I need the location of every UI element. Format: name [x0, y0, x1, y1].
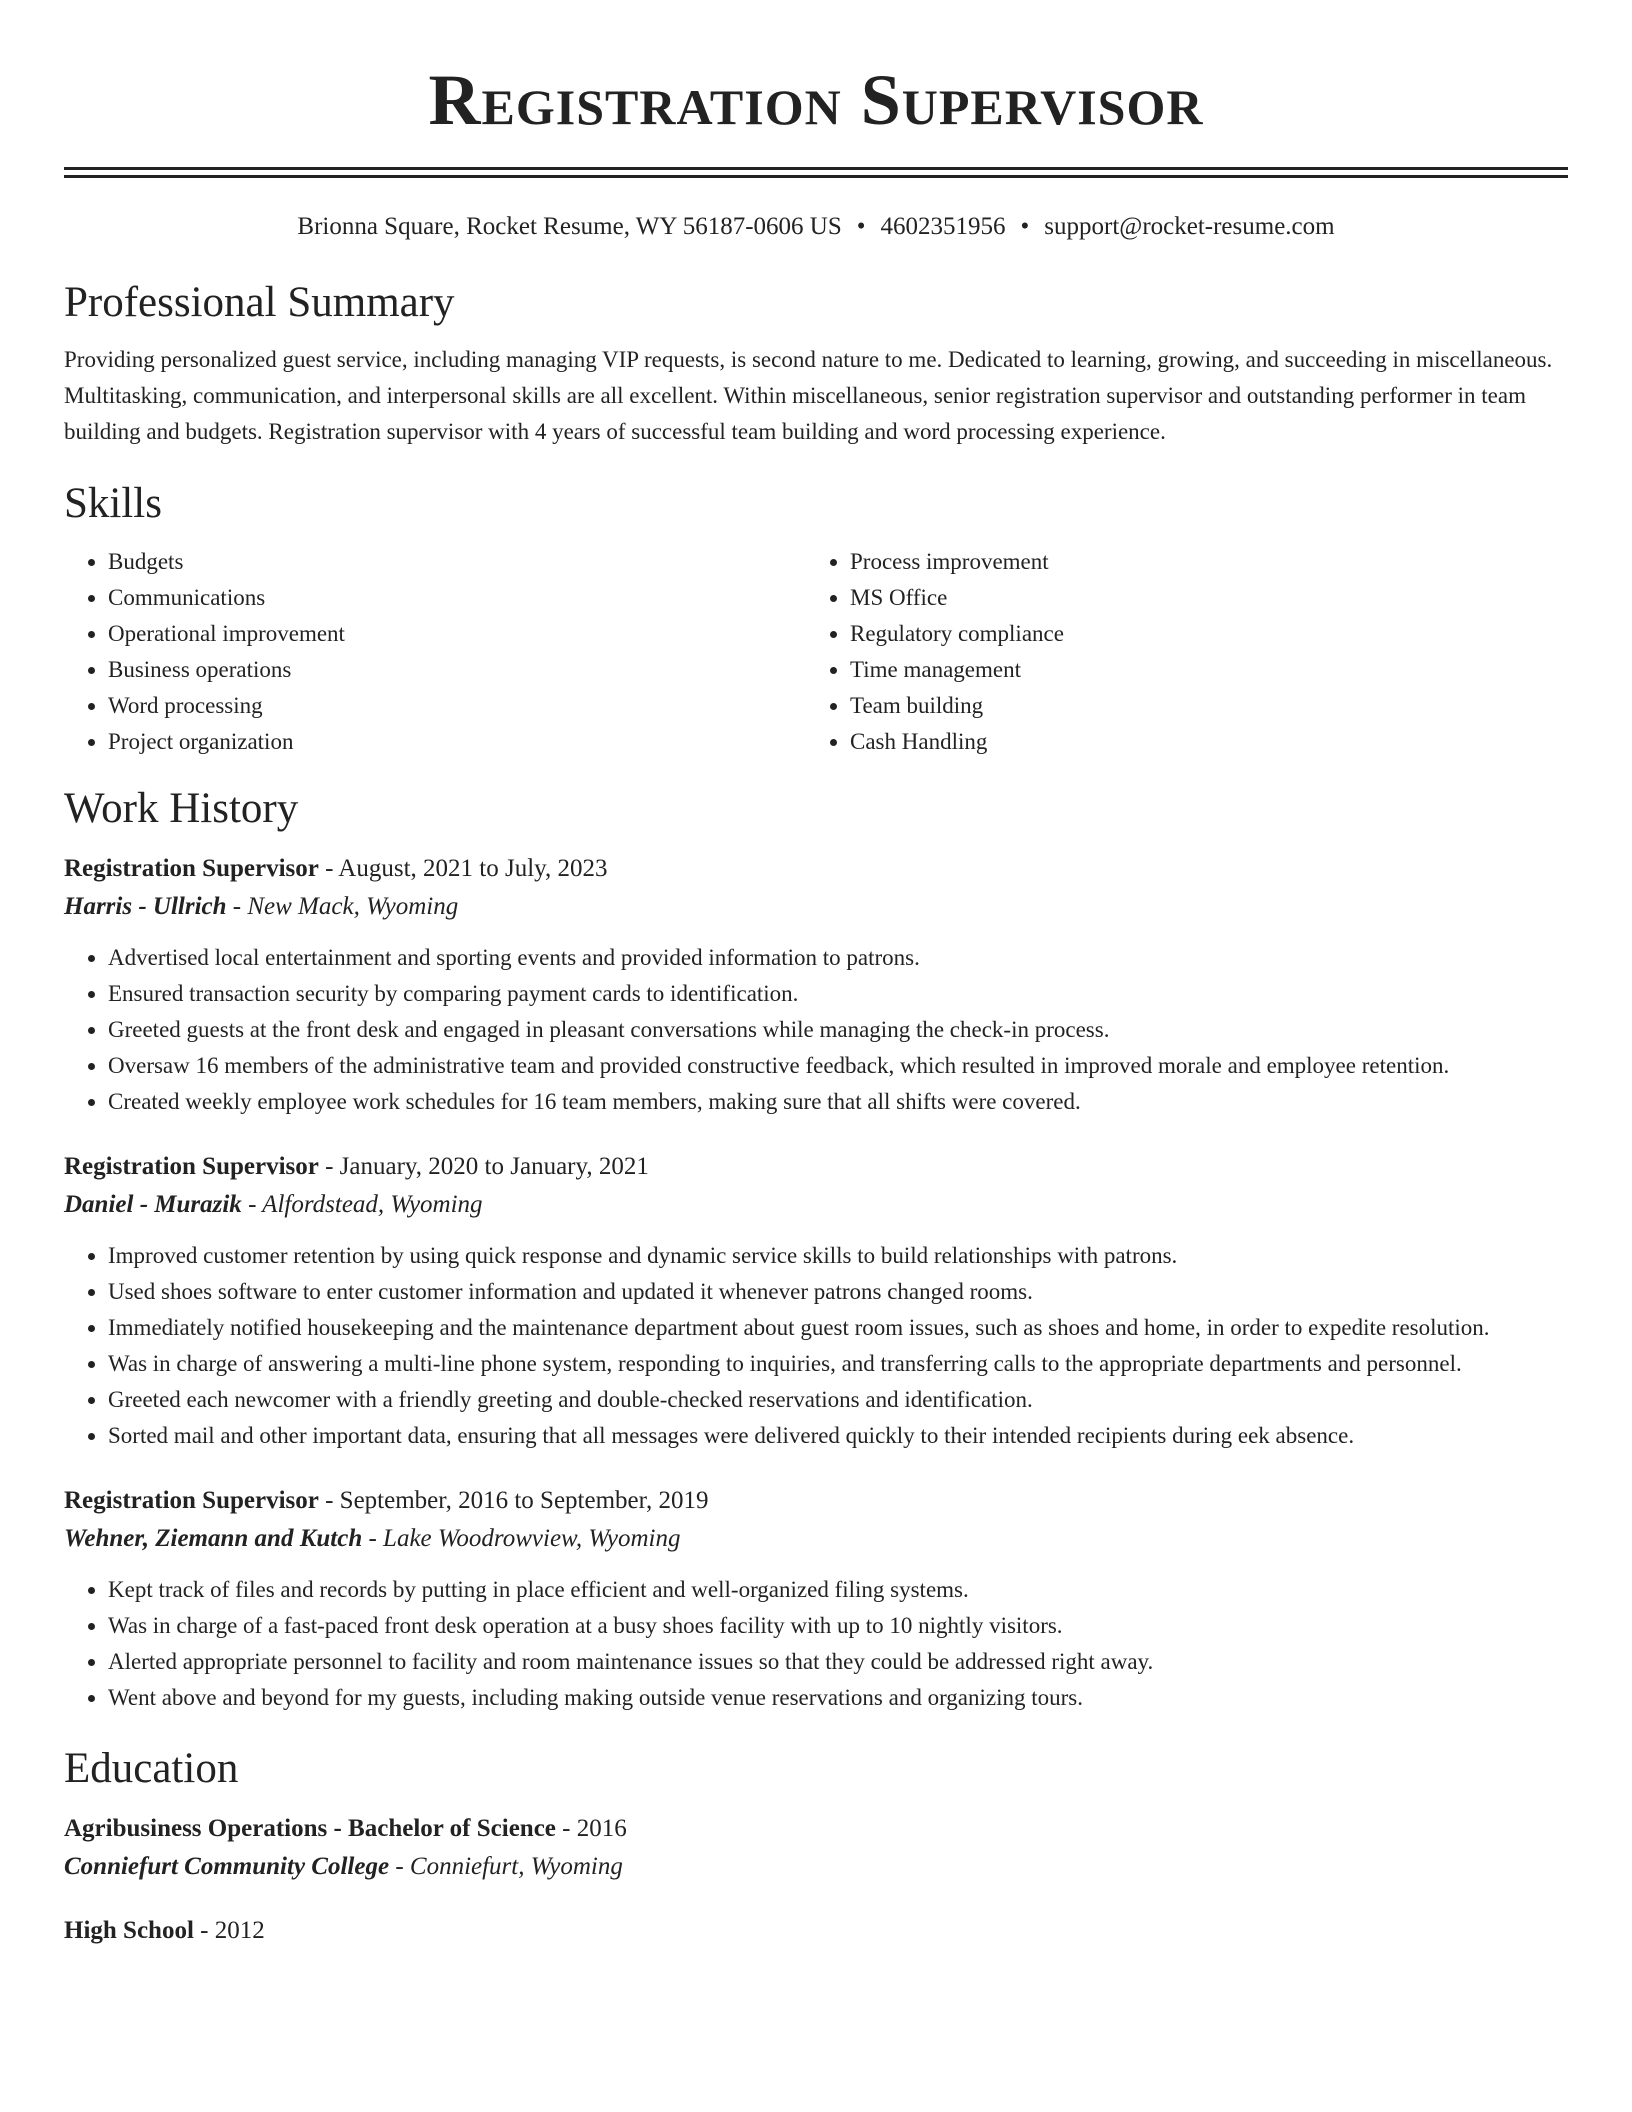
skill-item: • Time management — [850, 652, 1548, 688]
contact-address: Brionna Square, Rocket Resume, WY 56187-0606 US — [297, 213, 842, 240]
job-bullet: • Ensured transaction security by comparing payment cards to identification. — [108, 976, 1568, 1012]
job-bullets — [64, 1572, 1568, 1716]
job-title-line — [64, 1482, 1568, 1520]
job-location: - Alfordstead, Wyoming — [248, 1191, 483, 1218]
education-school-line — [64, 1848, 1568, 1886]
education-year: - 2012 — [200, 1917, 265, 1944]
skill-item: • MS Office — [850, 580, 1548, 616]
job-bullet: • Greeted each newcomer with a friendly greeting and double-checked reservations and identification. — [108, 1382, 1568, 1418]
skill-item: • Process improvement — [850, 544, 1548, 580]
job-entry — [64, 1148, 1568, 1454]
education-year: - 2016 — [562, 1815, 627, 1842]
job-title-line — [64, 1148, 1568, 1186]
job-company: Wehner, Ziemann and Kutch — [64, 1525, 363, 1552]
job-dates: - January, 2020 to January, 2021 — [325, 1153, 649, 1180]
education-degree-line — [64, 1912, 1568, 1950]
job-entry — [64, 1482, 1568, 1716]
education-degree: Agribusiness Operations - Bachelor of Science — [64, 1815, 556, 1842]
contact-separator: • — [856, 213, 866, 240]
job-bullet: • Was in charge of a fast-paced front desk operation at a busy shoes facility with up to 10 nightly visitors. — [108, 1608, 1568, 1644]
job-bullet: • Used shoes software to enter customer information and updated it whenever patrons changed rooms. — [108, 1274, 1568, 1310]
education-location: - Conniefurt, Wyoming — [395, 1853, 623, 1880]
job-bullet: • Kept track of files and records by putting in place efficient and well-organized filing systems. — [108, 1572, 1568, 1608]
education-entry — [64, 1912, 1568, 1950]
education-degree: High School — [64, 1917, 194, 1944]
skills-columns — [64, 544, 1568, 760]
skill-item: • Team building — [850, 688, 1548, 724]
work-history-heading: Work History — [64, 785, 299, 832]
resume-title: Registration Supervisor — [428, 60, 1204, 140]
education-entry — [64, 1810, 1568, 1886]
work-history-section — [64, 782, 1568, 1716]
job-company-line — [64, 1186, 1568, 1224]
job-bullets — [64, 1238, 1568, 1454]
skill-item: • Operational improvement — [108, 616, 806, 652]
skill-item: • Business operations — [108, 652, 806, 688]
job-title-line — [64, 850, 1568, 888]
skill-item: • Project organization — [108, 724, 806, 760]
job-location: - Lake Woodrowview, Wyoming — [368, 1525, 681, 1552]
job-company-line — [64, 1520, 1568, 1558]
skill-item: • Regulatory compliance — [850, 616, 1548, 652]
job-bullet: • Advertised local entertainment and sporting events and provided information to patrons. — [108, 940, 1568, 976]
contact-email[interactable]: support@rocket-resume.com — [1044, 213, 1335, 240]
contact-phone[interactable]: 4602351956 — [880, 213, 1006, 240]
job-bullet: • Sorted mail and other important data, ensuring that all messages were delivered quickly to their intended recipients during eek absence. — [108, 1418, 1568, 1454]
summary-section — [64, 276, 1568, 450]
job-bullet: • Went above and beyond for my guests, including making outside venue reservations and organizing tours. — [108, 1680, 1568, 1716]
summary-text: Providing personalized guest service, including managing VIP requests, is second nature to me. Dedicated to learning, growing, and succeeding in miscellaneous. Multitasking, communication, and interpersonal skills are all excellent. Within miscellaneous, senior registration supervisor and outstanding performer in team building and budgets. Registration supervisor with 4 years of successful team building and word processing experience. — [64, 347, 1553, 444]
job-location: - New Mack, Wyoming — [232, 893, 459, 920]
skill-item: • Communications — [108, 580, 806, 616]
job-bullet: • Alerted appropriate personnel to facility and room maintenance issues so that they could be addressed right away. — [108, 1644, 1568, 1680]
education-heading: Education — [64, 1745, 239, 1792]
skills-heading: Skills — [64, 480, 162, 527]
title-double-rule — [64, 167, 1568, 178]
job-bullet: • Immediately notified housekeeping and the maintenance department about guest room issues, such as shoes and home, in order to expedite resolution. — [108, 1310, 1568, 1346]
job-company: Harris - Ullrich — [64, 893, 227, 920]
summary-heading: Professional Summary — [64, 279, 455, 326]
job-bullet: • Was in charge of answering a multi-line phone system, responding to inquiries, and transferring calls to the appropriate departments and personnel. — [108, 1346, 1568, 1382]
job-dates: - August, 2021 to July, 2023 — [325, 855, 608, 882]
job-bullet: • Greeted guests at the front desk and engaged in pleasant conversations while managing the check-in process. — [108, 1012, 1568, 1048]
job-title: Registration Supervisor — [64, 1487, 319, 1514]
job-bullets — [64, 940, 1568, 1120]
job-bullet: • Created weekly employee work schedules for 16 team members, making sure that all shifts were covered. — [108, 1084, 1568, 1120]
job-title: Registration Supervisor — [64, 855, 319, 882]
education-section — [64, 1742, 1568, 1950]
job-title: Registration Supervisor — [64, 1153, 319, 1180]
job-entry — [64, 850, 1568, 1120]
skill-item: • Cash Handling — [850, 724, 1548, 760]
skill-item: • Budgets — [108, 544, 806, 580]
job-company: Daniel - Murazik — [64, 1191, 242, 1218]
skill-item: • Word processing — [108, 688, 806, 724]
education-degree-line — [64, 1810, 1568, 1848]
contact-line — [64, 212, 1568, 242]
education-school: Conniefurt Community College — [64, 1853, 390, 1880]
job-dates: - September, 2016 to September, 2019 — [325, 1487, 709, 1514]
skills-list-left — [64, 544, 806, 760]
job-company-line — [64, 888, 1568, 926]
skills-list-right — [806, 544, 1548, 760]
job-bullet: • Improved customer retention by using quick response and dynamic service skills to build relationships with patrons. — [108, 1238, 1568, 1274]
contact-separator: • — [1020, 213, 1030, 240]
job-bullet: • Oversaw 16 members of the administrative team and provided constructive feedback, which resulted in improved morale and employee retention. — [108, 1048, 1568, 1084]
skills-section — [64, 477, 1568, 760]
